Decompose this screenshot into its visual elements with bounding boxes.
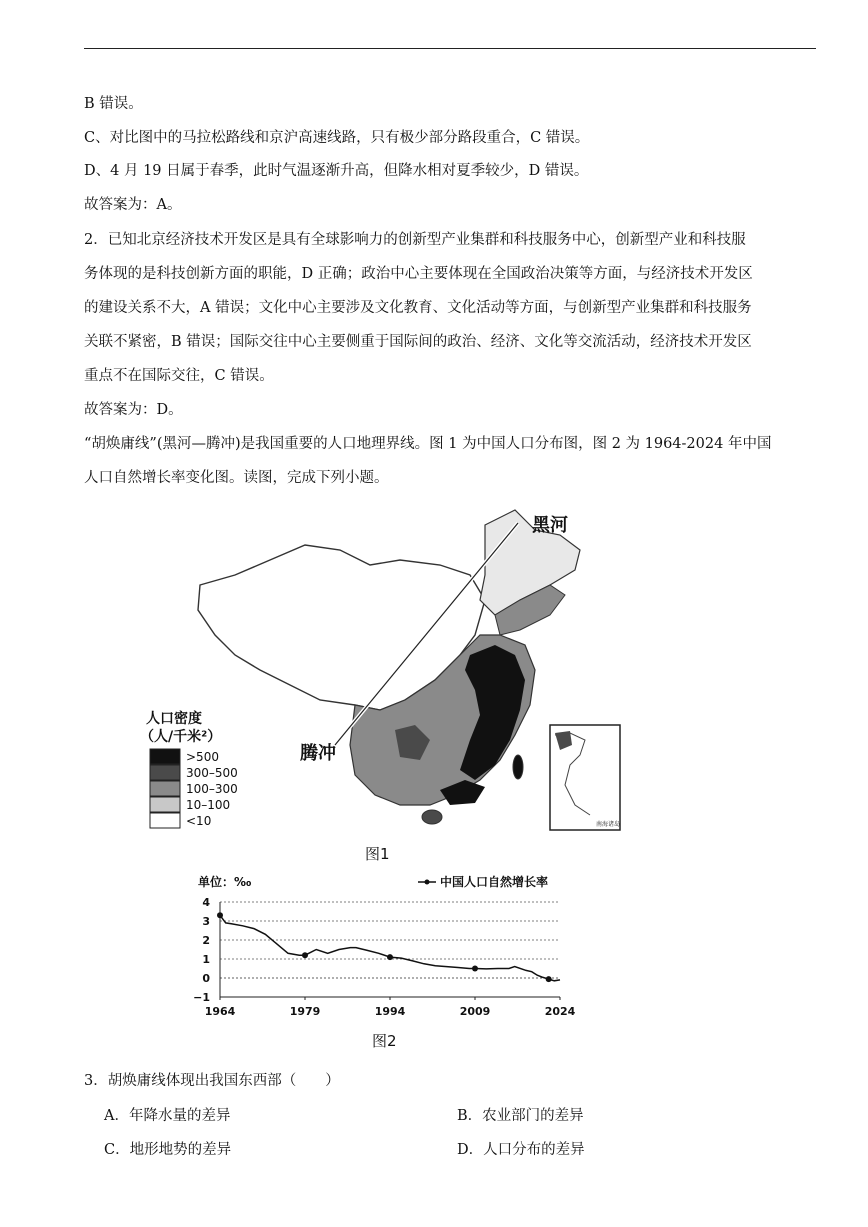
series-line [220, 915, 560, 981]
legend-swatch [150, 781, 180, 796]
chart-y-ticks [193, 896, 210, 1004]
chart-x-ticks [205, 997, 576, 1018]
map-taiwan [513, 755, 523, 779]
question-stem: 3．胡焕庸线体现出我国东西部（ ） [84, 1073, 340, 1089]
text-line: 关联不紧密，B 错误；国际交往中心主要侧重于国际间的政治、经济、文化等交流活动，经济技术开发区 [84, 334, 752, 350]
inset-label: 南海诸岛 [596, 821, 621, 828]
figure2-caption: 图2 [372, 1032, 397, 1050]
y-tick-label: 2 [202, 934, 210, 947]
text-line: 故答案为：D。 [84, 402, 183, 418]
option-a[interactable]: A．年降水量的差异 [104, 1108, 231, 1124]
map-hainan [422, 810, 442, 824]
label-heihe: 黑河 [532, 515, 568, 536]
chart-series [217, 912, 560, 982]
chart-grid [220, 902, 560, 997]
x-tick-label: 1994 [374, 1005, 406, 1018]
legend-label: >500 [186, 750, 219, 764]
x-tick-label: 2009 [459, 1005, 491, 1018]
text-line: B 错误。 [84, 96, 143, 112]
y-tick-label: −1 [193, 991, 210, 1004]
legend-label: 10–100 [186, 798, 231, 812]
legend-label: 100–300 [186, 782, 238, 796]
text-line: C、对比图中的马拉松路线和京沪高速线路，只有极少部分路段重合，C 错误。 [84, 130, 590, 146]
header-rule [84, 48, 816, 49]
text-line: 务体现的是科技创新方面的职能，D 正确；政治中心主要体现在全国政治决策等方面，与经济技术开发区 [84, 266, 753, 282]
x-tick-label: 1979 [289, 1005, 321, 1018]
x-tick-label: 2024 [544, 1005, 576, 1018]
text-line: 故答案为：A。 [84, 197, 182, 213]
legend-unit: （人/千米²） [140, 729, 222, 745]
legend-marker-sample [425, 880, 430, 885]
option-b[interactable]: B．农业部门的差异 [457, 1108, 584, 1124]
legend-swatch [150, 765, 180, 780]
text-line: 重点不在国际交往，C 错误。 [84, 368, 274, 384]
legend-title: 人口密度 [146, 711, 202, 727]
option-d[interactable]: D．人口分布的差异 [457, 1142, 585, 1158]
legend-label: <10 [186, 814, 212, 828]
text-line: 人口自然增长率变化图。读图，完成下列小题。 [84, 470, 389, 486]
option-c[interactable]: C．地形地势的差异 [104, 1142, 232, 1158]
y-tick-label: 3 [202, 915, 210, 928]
data-point [302, 952, 308, 958]
x-tick-label: 1964 [204, 1005, 236, 1018]
legend-swatch [150, 797, 180, 812]
data-point [217, 912, 223, 918]
chart-legend: 中国人口自然增长率 [440, 875, 549, 889]
y-tick-label: 0 [202, 972, 210, 985]
y-tick-label: 4 [202, 896, 210, 909]
data-point [546, 976, 552, 982]
text-line: 的建设关系不大，A 错误；文化中心主要涉及文化教育、文化活动等方面，与创新型产业集群和科技服务 [84, 300, 752, 316]
legend-label: 300–500 [186, 766, 238, 780]
label-tengchong: 腾冲 [300, 743, 336, 764]
text-line: 2．已知北京经济技术开发区是具有全球影响力的创新型产业集群和科技服务中心，创新型产业和科技服 [84, 232, 746, 248]
y-tick-label: 1 [202, 953, 210, 966]
chart-unit-label: 单位：‰ [198, 875, 252, 889]
growth-rate-chart [190, 870, 580, 1025]
text-line: D、4 月 19 日属于春季，此时气温逐渐升高，但降水相对夏季较少，D 错误。 [84, 163, 589, 179]
data-point [387, 954, 393, 960]
population-density-map [140, 505, 630, 840]
legend-swatch [150, 813, 180, 828]
data-point [472, 966, 478, 972]
density-legend [150, 749, 238, 828]
figure1-caption: 图1 [365, 845, 390, 863]
text-line: “胡焕庸线”(黑河—腾冲)是我国重要的人口地理界线。图 1 为中国人口分布图，图 2 为 1964-2024 年中国 [84, 436, 772, 452]
legend-swatch [150, 749, 180, 764]
